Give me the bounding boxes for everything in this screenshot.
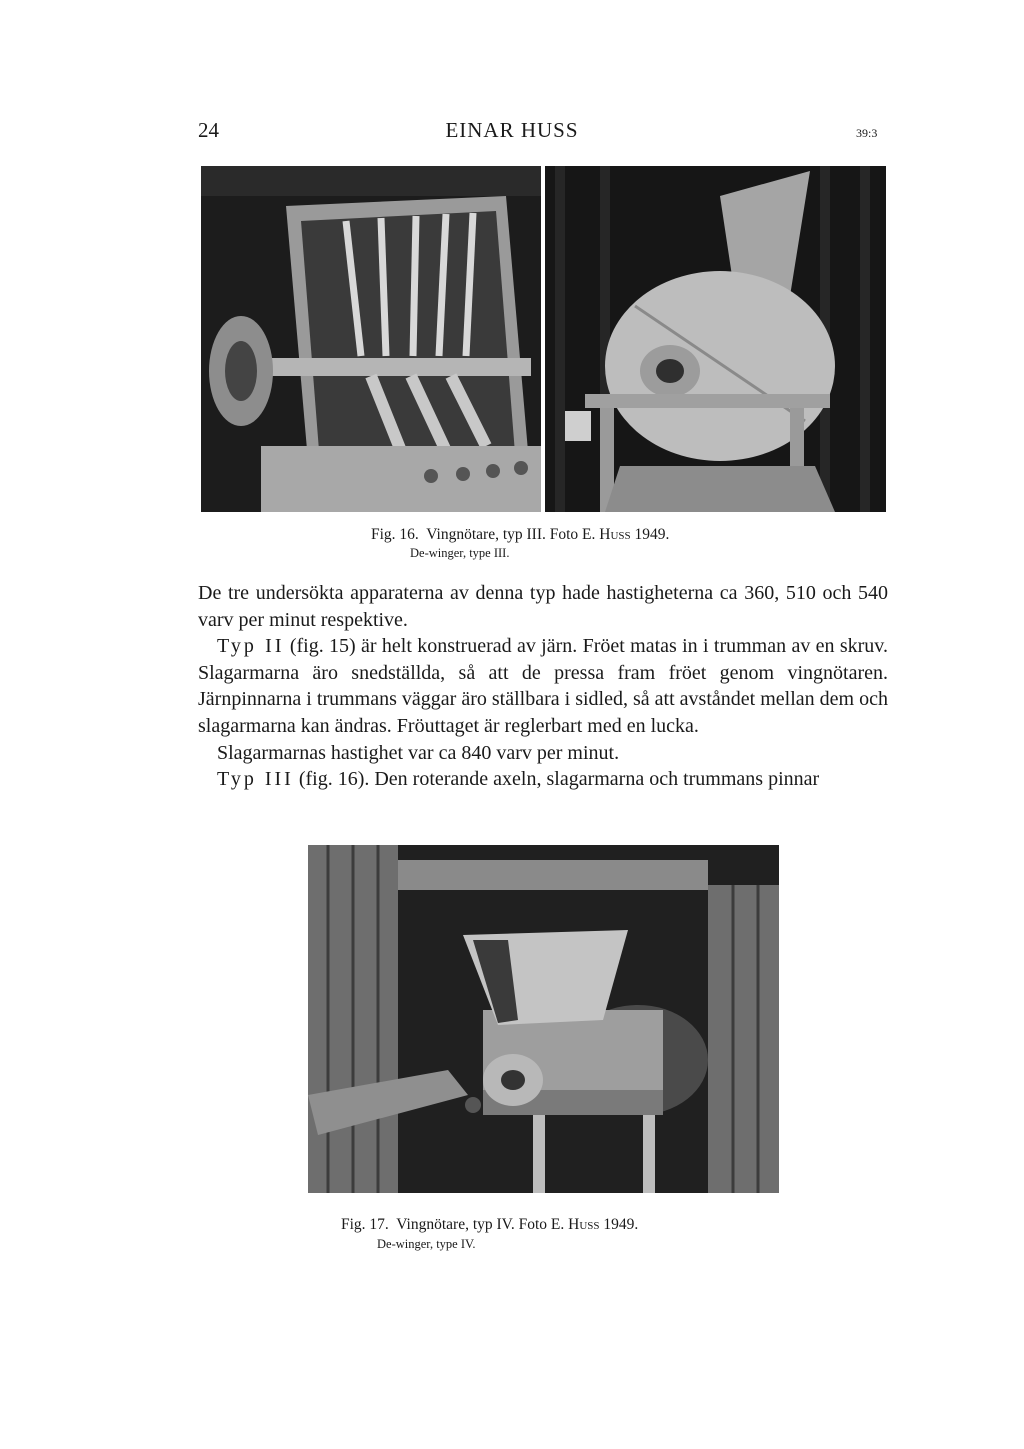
paragraph-4-text: (fig. 16). Den roterande axeln, slagarmarna och trummans pinnar (293, 768, 820, 791)
fig17-year: 1949. (603, 1216, 639, 1233)
fig16-label: Fig. 16. (371, 526, 419, 543)
fig17-caption-text: Vingnötare, typ IV. Foto E. (396, 1216, 565, 1233)
paragraph-3: Slagarmarnas hastighet var ca 840 varv per minut. (217, 741, 620, 764)
paragraph-2 (198, 633, 888, 739)
fig17-subcaption: De-winger, type IV. (377, 1237, 476, 1251)
paragraph-2-text: (fig. 15) är helt konstruerad av järn. Fröet matas in i trumman av en skruv. Slagarmarna äro snedställda, så att de pressa fram fröet genom vingnötaren. Järnpinnarna i trummans väggar äro ställbara i sidled, så att avståndet mellan dem och slagarmarna kan ändras. Fröuttaget är reglerbart med en lucka. (198, 635, 888, 737)
volume-number: 39:3 (856, 126, 878, 140)
fig16-photo-closed-drum (545, 166, 886, 512)
page-number: 24 (198, 118, 219, 142)
paragraph-4 (198, 766, 888, 793)
paragraph-4-lead: Typ III (217, 768, 294, 791)
running-title: EINAR HUSS (445, 118, 579, 142)
fig16-subcaption: De-winger, type III. (410, 546, 510, 560)
fig17-photo-machine (308, 845, 779, 1193)
fig17-caption (341, 1216, 638, 1234)
body-text (198, 580, 888, 793)
fig16-photographer: Huss (599, 526, 631, 543)
fig16-caption-text: Vingnötare, typ III. Foto E. (426, 526, 596, 543)
fig16-photo-open-drum (201, 166, 541, 512)
paragraph-1: De tre undersökta apparaterna av denna typ hade hastigheterna ca 360, 510 och 540 varv per minut respektive. (198, 582, 888, 631)
fig16-year: 1949. (634, 526, 670, 543)
fig17-photographer: Huss (568, 1216, 600, 1233)
fig17-label: Fig. 17. (341, 1216, 389, 1233)
fig16-caption (371, 526, 669, 544)
paragraph-2-lead: Typ II (217, 635, 285, 658)
